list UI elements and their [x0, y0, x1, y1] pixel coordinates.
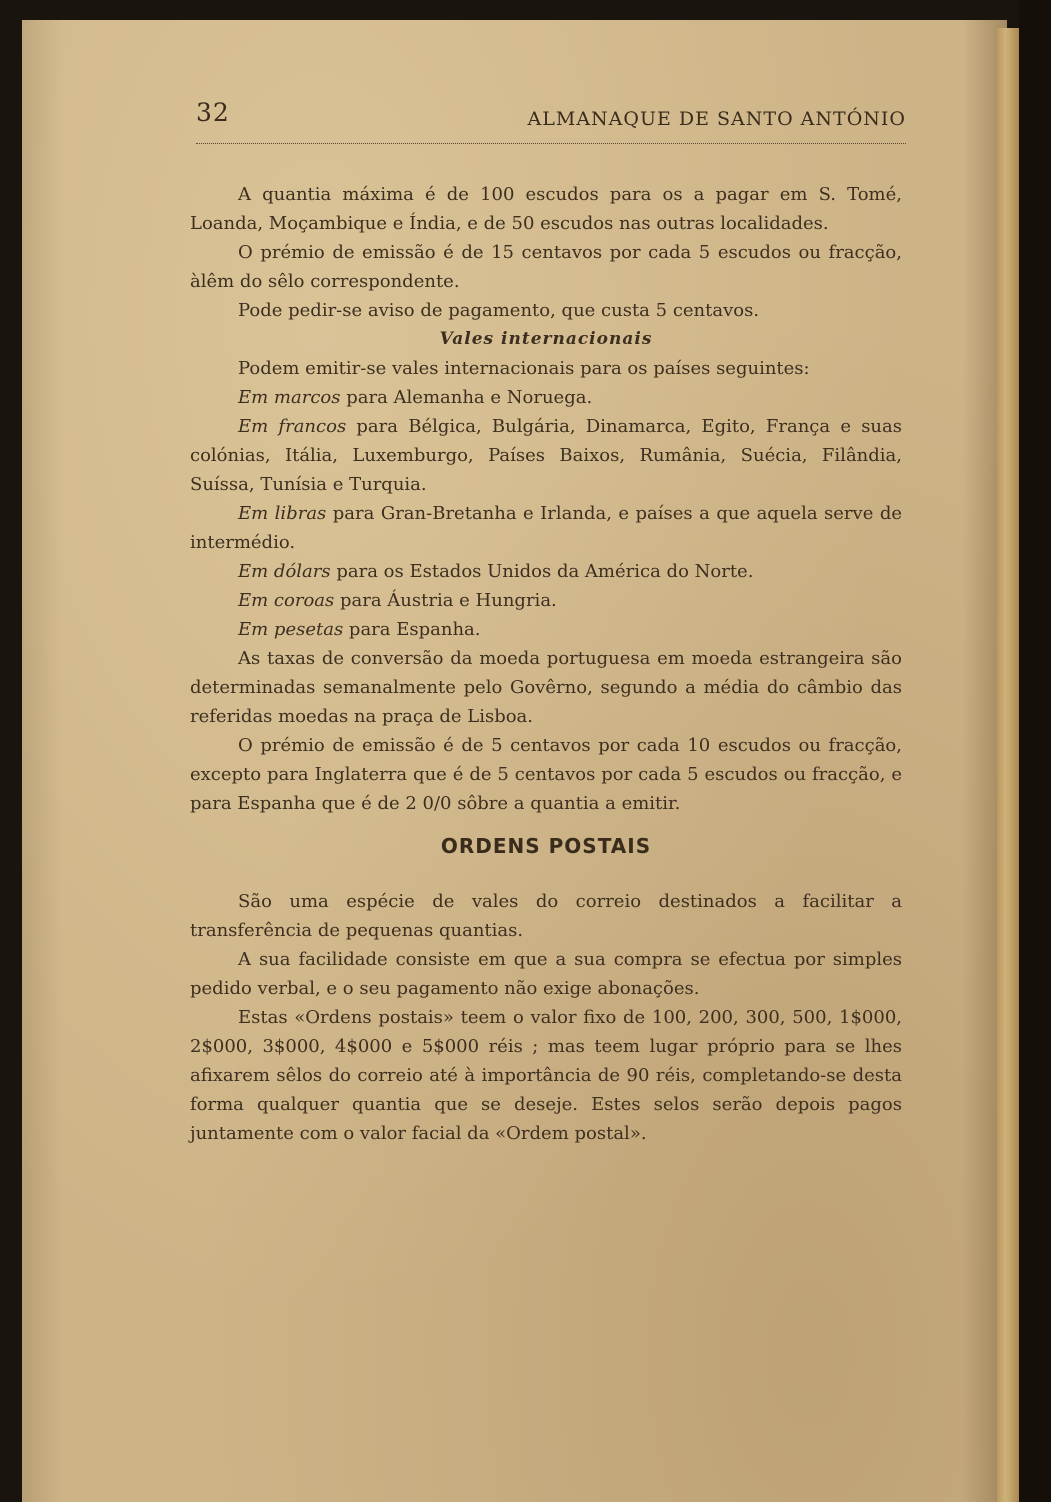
paragraph-ordens-values: Estas «Ordens postais» teem o valor fixo de 100, 200, 300, 500, 1$000, 2$000, 3$000, 4$000 e 5$000 réis ; mas teem lugar próprio para se lhes afixarem sêlos do correio até à importância de 90 réis, completando-se desta forma qualquer quantia que se deseje. Estes selos serão depois pagos juntamente com o valor facial da «Ordem postal». — [190, 1007, 902, 1144]
currency-countries: para Gran-Bretanha e Irlanda, e países a que aquela serve de intermédio. — [190, 503, 902, 553]
adjacent-page-edge — [997, 28, 1019, 1502]
paragraph-conversion-rates: As taxas de conversão da moeda portuguesa em moeda estrangeira são determinadas semanalmente pelo Govêrno, segundo a média do câmbio das referidas moedas na praça de Lisboa. — [190, 648, 902, 727]
paragraph-emission-premium: O prémio de emissão é de 15 centavos por cada 5 escudos ou fracção, àlêm do sêlo correspondente. — [190, 242, 902, 292]
currency-label: Em coroas — [238, 590, 335, 611]
paragraph-ordens-facility: A sua facilidade consiste em que a sua compra se efectua por simples pedido verbal, e o seu pagamento não exige abonações. — [190, 949, 902, 999]
currency-line — [190, 557, 902, 586]
paragraph-ordens-definition: São uma espécie de vales do correio destinados a facilitar a transferência de pequenas quantias. — [190, 891, 902, 941]
paragraph-vales-premium: O prémio de emissão é de 5 centavos por cada 10 escudos ou fracção, excepto para Inglaterra que é de 5 centavos por cada 5 escudos ou fracção, e para Espanha que é de 2 0/0 sôbre a quantia a emitir. — [190, 735, 902, 814]
page-number: 32 — [196, 98, 230, 127]
currency-line — [190, 586, 902, 615]
currency-line — [190, 383, 902, 412]
section-title-ordens: ORDENS POSTAIS — [440, 834, 652, 858]
running-title: ALMANAQUE DE SANTO ANTÓNIO — [527, 108, 906, 130]
currency-label: Em libras — [238, 503, 327, 524]
currency-line — [190, 412, 902, 499]
currency-countries: para Áustria e Hungria. — [334, 590, 557, 611]
currency-countries: para os Estados Unidos da América do Norte. — [330, 561, 754, 582]
currency-countries: para Bélgica, Bulgária, Dinamarca, Egito, França e suas colónias, Itália, Luxemburgo, Países Baixos, Rumânia, Suécia, Filândia, Suíssa, Tunísia e Turquia. — [190, 416, 902, 495]
currency-countries: para Alemanha e Noruega. — [340, 387, 593, 408]
paragraph-vales-intro: Podem emitir-se vales internacionais para os países seguintes: — [238, 358, 810, 379]
page-body — [190, 180, 902, 1148]
paragraph-payment-notice: Pode pedir-se aviso de pagamento, que custa 5 centavos. — [238, 300, 760, 321]
currency-line — [190, 615, 902, 644]
section-title-vales: Vales internacionais — [439, 329, 653, 349]
currency-label: Em dólars — [238, 561, 331, 582]
paragraph-max-amount: A quantia máxima é de 100 escudos para os a pagar em S. Tomé, Loanda, Moçambique e Índia, e de 50 escudos nas outras localidades. — [190, 184, 902, 234]
currency-countries: para Espanha. — [343, 619, 481, 640]
currency-label: Em marcos — [238, 387, 341, 408]
scan-edge-shadow — [1019, 0, 1051, 1502]
page-header — [196, 98, 906, 138]
currency-line — [190, 499, 902, 557]
currency-label: Em pesetas — [238, 619, 344, 640]
header-dotted-rule — [196, 143, 906, 144]
currency-label: Em francos — [238, 416, 347, 437]
